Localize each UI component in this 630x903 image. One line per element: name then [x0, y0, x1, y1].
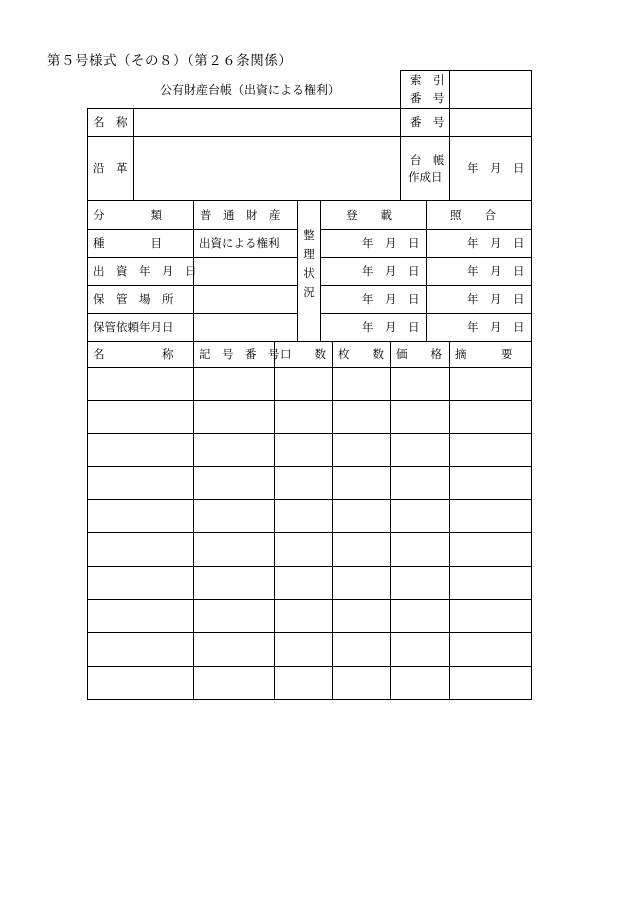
line-index-mid — [449, 70, 450, 200]
line-status-left — [297, 200, 298, 341]
ledger-date-value: 年 月 日 — [467, 161, 525, 175]
name-label: 名 称 — [93, 115, 128, 129]
line-right — [531, 70, 532, 700]
line-col-2 — [274, 341, 275, 699]
status-char: 状 — [303, 266, 315, 280]
ledger-date-label-line1: 台 帳 — [410, 153, 445, 167]
line-info-row3 — [87, 285, 297, 286]
kind-label: 種 目 — [93, 236, 162, 250]
col-header-name: 名 称 — [93, 347, 174, 361]
col-header-symbol-number: 記 号 番 号 — [199, 347, 280, 361]
ledger-title: 公有財産台帳（出資による権利） — [160, 83, 341, 97]
col-header-units: 口 数 — [280, 347, 326, 361]
storage-request-date-label: 保管依頼年月日 — [93, 320, 174, 334]
line-name-bottom — [87, 136, 531, 137]
line-bottom — [87, 699, 532, 700]
line-row-4 — [87, 499, 531, 500]
line-row-1 — [87, 400, 531, 401]
line-row-6 — [87, 566, 531, 567]
line-row-9 — [87, 666, 531, 667]
line-row-5 — [87, 532, 531, 533]
line-col-5 — [449, 341, 450, 699]
line-status-right — [320, 200, 321, 341]
line-top-main — [87, 108, 531, 109]
registration-date-3: 年 月 日 — [362, 292, 420, 306]
line-row-3 — [87, 466, 531, 467]
line-col-header-bottom — [87, 367, 531, 368]
registration-label: 登 載 — [346, 208, 392, 222]
form-title: 第５号様式（その８）（第２６条関係） — [47, 53, 293, 69]
line-index-left — [400, 70, 401, 200]
line-label-col — [133, 108, 134, 200]
line-info-row4 — [87, 313, 297, 314]
line-left — [87, 108, 88, 700]
col-header-sheets: 枚 数 — [338, 347, 384, 361]
line-col-3 — [332, 341, 333, 699]
registration-date-4: 年 月 日 — [362, 320, 420, 334]
line-info-bottom — [87, 341, 531, 342]
history-label: 沿 革 — [93, 161, 128, 175]
ledger-date-label-line2: 作成日 — [408, 170, 443, 184]
line-row-2 — [87, 433, 531, 434]
line-history-bottom — [87, 200, 531, 201]
status-char: 理 — [303, 247, 315, 261]
classification-label: 分 類 — [93, 208, 162, 222]
registration-date-1: 年 月 日 — [362, 236, 420, 250]
line-row-8 — [87, 632, 531, 633]
classification-value: 普 通 財 産 — [200, 208, 281, 222]
verification-date-3: 年 月 日 — [467, 292, 525, 306]
line-top-index — [400, 70, 531, 71]
status-char: 況 — [303, 285, 315, 299]
status-char: 整 — [303, 228, 315, 242]
status-label — [303, 229, 315, 299]
investment-date-label: 出 資 年 月 日 — [93, 264, 197, 278]
line-info-row1 — [87, 229, 297, 230]
col-header-price: 価 格 — [396, 347, 442, 361]
line-col-1 — [193, 341, 194, 699]
line-col-4 — [390, 341, 391, 699]
index-label-line2: 番 号 — [410, 91, 445, 105]
index-label-line1: 索 引 — [410, 73, 445, 87]
verification-date-2: 年 月 日 — [467, 264, 525, 278]
verification-date-4: 年 月 日 — [467, 320, 525, 334]
verification-date-1: 年 月 日 — [467, 236, 525, 250]
kind-value: 出資による権利 — [199, 236, 280, 250]
number-label: 番 号 — [410, 115, 445, 129]
storage-place-label: 保 管 場 所 — [93, 292, 174, 306]
verification-label: 照 合 — [450, 208, 496, 222]
col-header-remarks: 摘 要 — [455, 347, 513, 361]
line-info-row2 — [87, 257, 297, 258]
line-info-right-mid — [426, 200, 427, 341]
registration-date-2: 年 月 日 — [362, 264, 420, 278]
line-row-7 — [87, 599, 531, 600]
